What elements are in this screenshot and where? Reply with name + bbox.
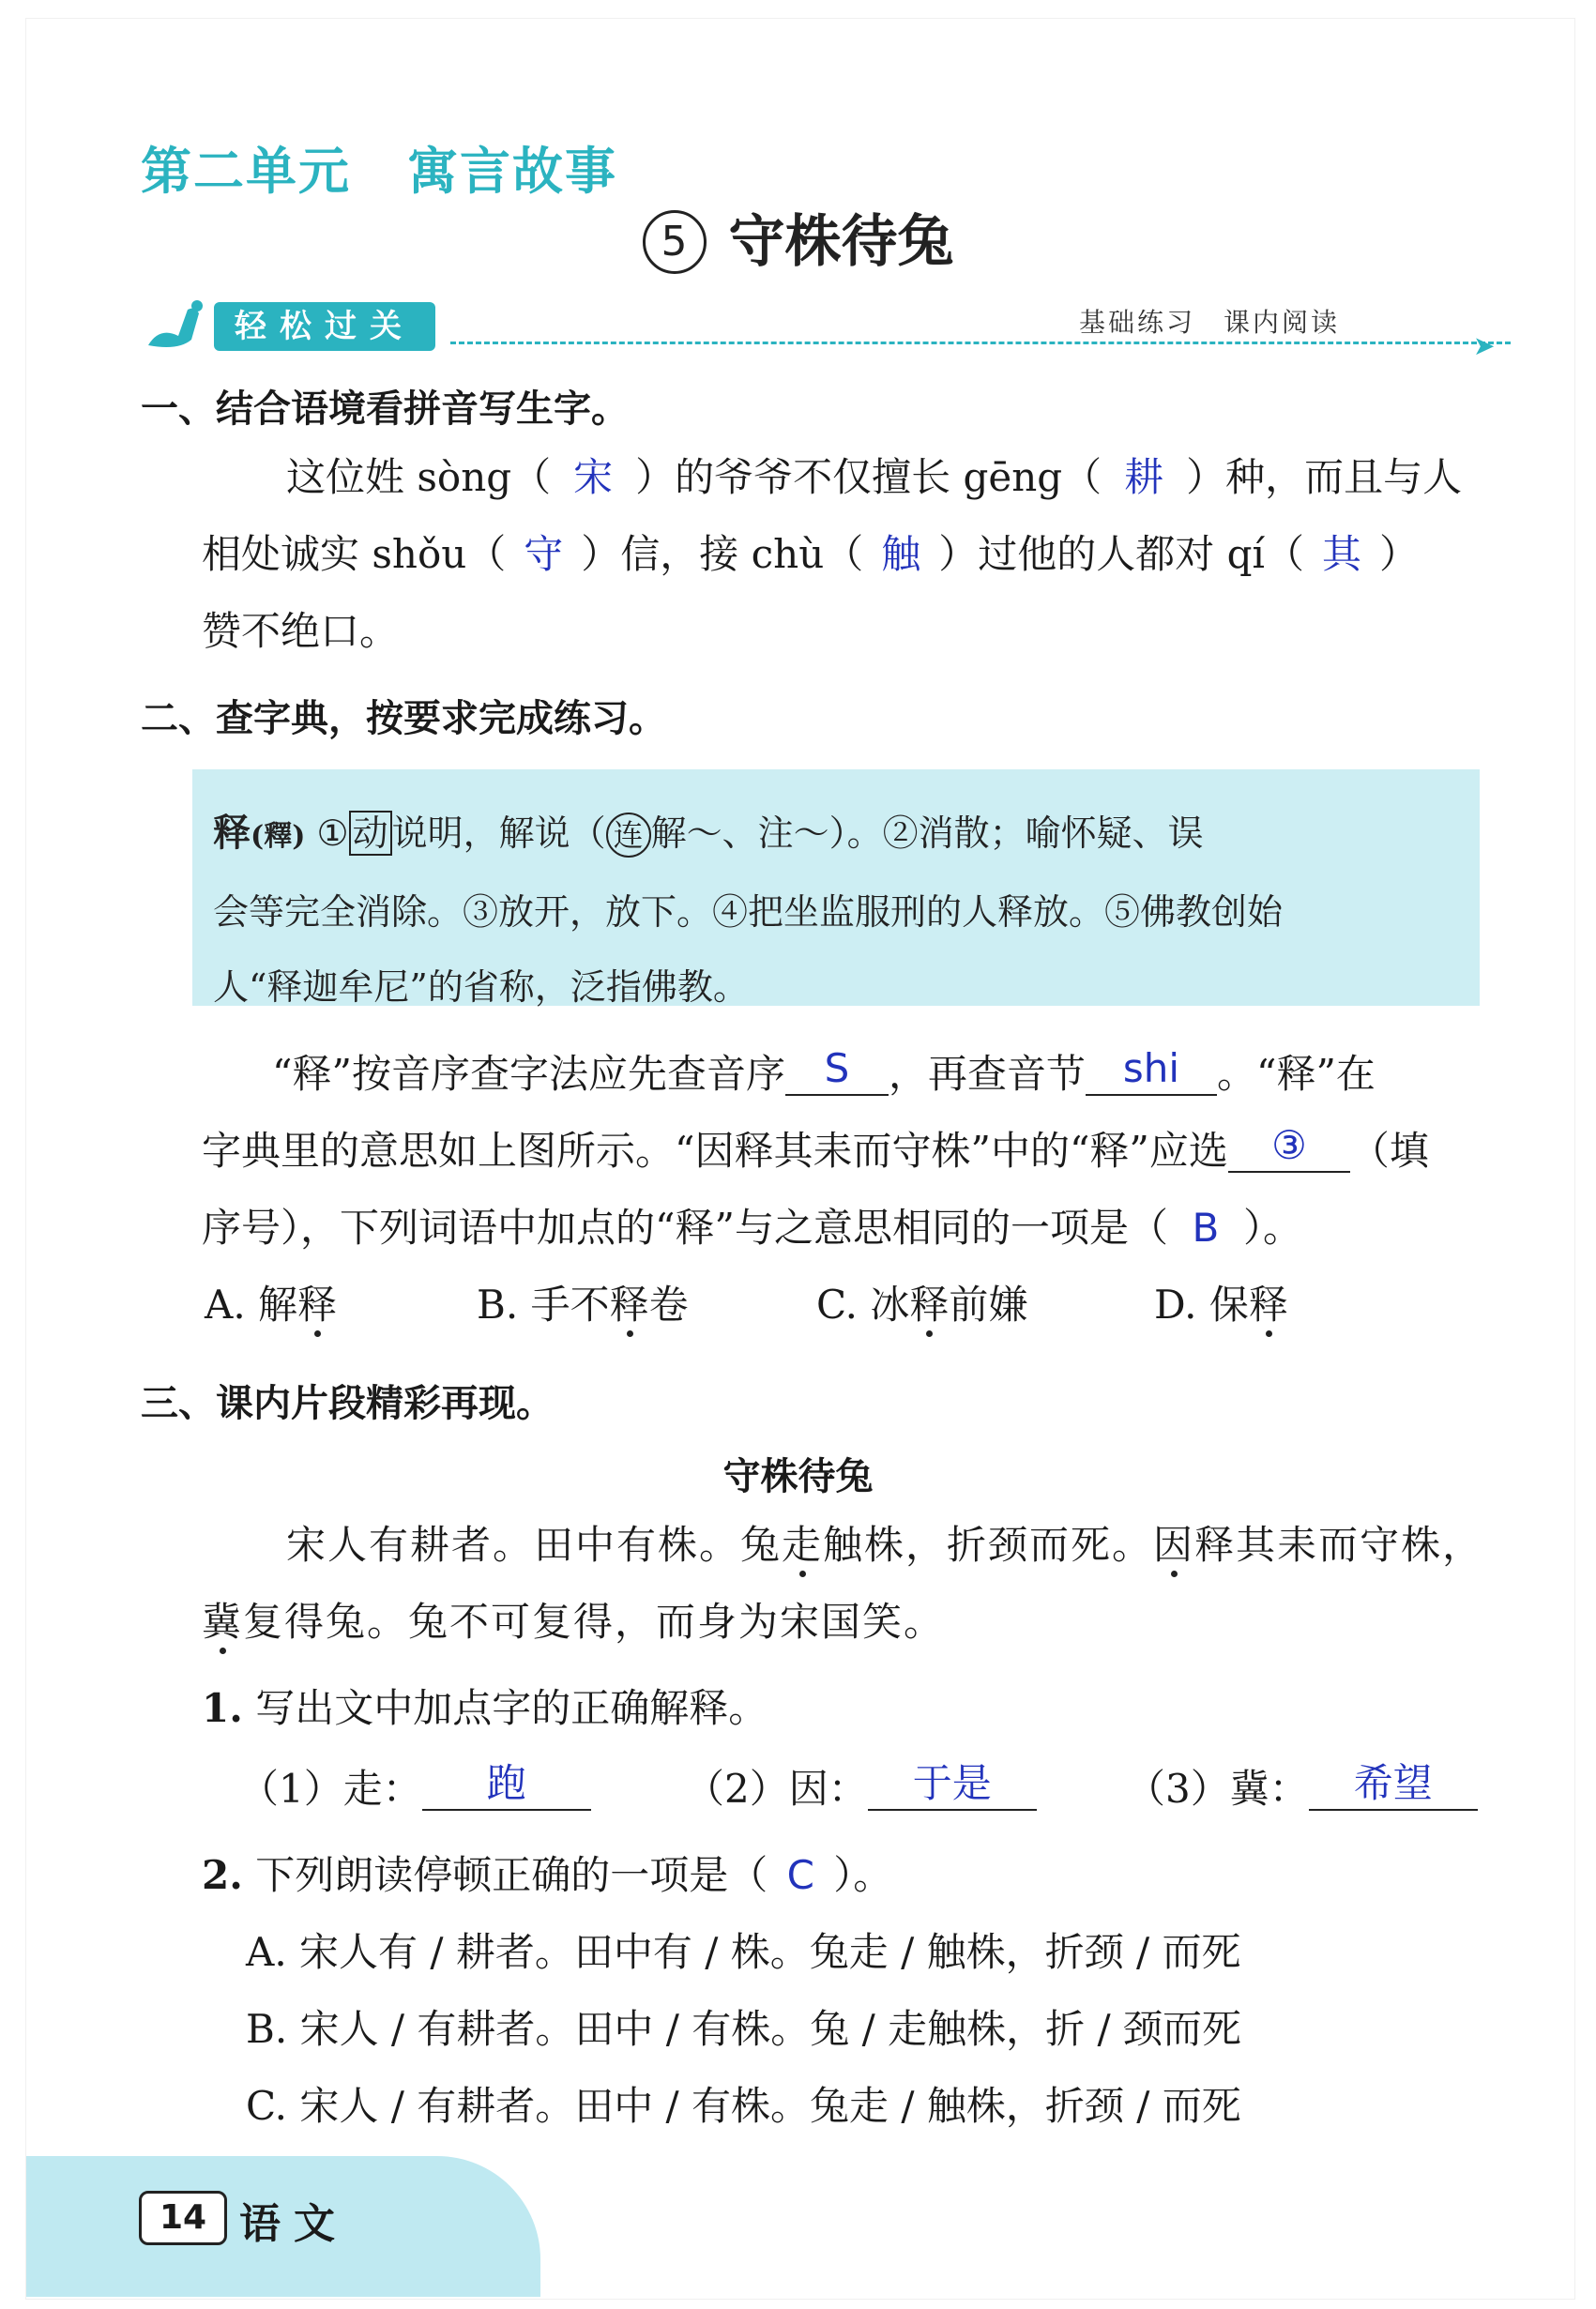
s2-text: ）。	[1242, 1205, 1302, 1251]
s2-text: 。“释”在	[1216, 1051, 1376, 1097]
s1-line2	[202, 531, 1419, 577]
blank-yinxu	[785, 1045, 889, 1096]
s1-line3: 赞不绝口。	[202, 608, 400, 654]
q2-text: 下列朗读停顿正确的一项是（	[255, 1852, 768, 1898]
dict-d2: 解～、注～）。②消散；喻怀疑、误	[650, 813, 1204, 854]
q2-option-c: C. 宋人 / 有耕者。田中 / 有株。兔走 / 触株，折颈 / 而死	[246, 2083, 1241, 2129]
answer-chu: 触	[881, 531, 921, 577]
s2-option-a	[205, 1282, 338, 1328]
q1-label: （1）走：	[239, 1766, 422, 1812]
passage-dotted: 冀	[202, 1599, 244, 1645]
answer-shi: shi	[1122, 1045, 1180, 1091]
opt-text: C. 冰	[816, 1282, 910, 1328]
banner-tags	[1079, 302, 1340, 340]
q2-option-a: A. 宋人有 / 耕者。田中有 / 株。兔走 / 触株，折颈 / 而死	[246, 1929, 1241, 1975]
s1-text: 这位姓 sòng（	[286, 454, 552, 500]
dict-n1: ①	[316, 813, 349, 854]
answer-s: S	[824, 1045, 850, 1091]
blank-meaning	[1228, 1122, 1350, 1173]
dict-pos: 动	[349, 811, 392, 856]
q1-label: （3）冀：	[1126, 1766, 1309, 1812]
s2-option-c	[816, 1282, 1028, 1328]
s1-text: ）信，接 chù（	[581, 531, 864, 577]
q2-option-b: B. 宋人 / 有耕者。田中 / 有株。兔 / 走触株，折 / 颈而死	[246, 2006, 1241, 2052]
banner-tag-basic: 基础练习	[1079, 307, 1196, 338]
blank-zou	[422, 1760, 591, 1811]
passage-text: 触株，折颈而死。	[823, 1522, 1154, 1568]
opt-text: 卷	[648, 1282, 689, 1328]
q1-item-2	[685, 1760, 1037, 1812]
answer-song: 宋	[573, 454, 614, 500]
banner-divider	[450, 342, 1511, 344]
q1-text: 写出文中加点字的正确解释。	[255, 1685, 768, 1731]
passage-text: 释其耒而守株，	[1194, 1522, 1484, 1568]
section2-title: 二、查字典，按要求完成练习。	[141, 697, 666, 740]
s2-text: 字典里的意思如上图所示。“因释其耒而守株”中的“释”应选	[202, 1128, 1228, 1174]
opt-dotted: 释	[909, 1282, 950, 1328]
answer-shou: 守	[524, 531, 564, 577]
unit-heading	[141, 131, 617, 204]
page-number: 14	[139, 2191, 227, 2245]
opt-text: 前嫌	[949, 1282, 1028, 1328]
lesson-number: 5	[643, 210, 707, 274]
banner-tag-reading: 课内阅读	[1224, 307, 1341, 338]
answer-c: C	[786, 1852, 814, 1898]
q1-item-1	[239, 1760, 591, 1812]
q2-prompt	[202, 1852, 893, 1898]
section1-title: 一、结合语境看拼音写生字。	[141, 387, 629, 431]
opt-text: A. 解	[205, 1282, 298, 1328]
s1-text: ）种，而且与人	[1186, 454, 1463, 500]
s2-text: 序号），下列词语中加点的“释”与之意思相同的一项是（	[202, 1205, 1168, 1251]
s2-option-d	[1154, 1282, 1288, 1328]
s2-text: （填	[1349, 1128, 1429, 1174]
answer-3: ③	[1271, 1122, 1307, 1168]
answer-geng: 耕	[1124, 454, 1164, 500]
s1-text: 相处诚实 shǒu（	[202, 531, 507, 577]
dict-line2: 会等完全消除。③放开，放下。④把坐监服刑的人释放。⑤佛教创始	[213, 891, 1284, 933]
s2-line1	[272, 1045, 1376, 1097]
answer-pao: 跑	[486, 1760, 526, 1806]
dict-d1: 说明，解说（	[391, 813, 606, 854]
dictionary-entry	[192, 769, 1480, 1006]
passage-dotted: 走	[782, 1522, 824, 1568]
q1-number: 1.	[202, 1685, 243, 1731]
dict-lian: 连	[606, 813, 651, 858]
unit-label: 第二单元	[141, 141, 351, 201]
q1-prompt	[202, 1685, 768, 1731]
arrow-end-icon: ➤	[1473, 330, 1496, 361]
lesson-title	[0, 197, 1596, 278]
opt-dotted: 释	[1248, 1282, 1288, 1328]
runner-icon	[141, 298, 206, 355]
s1-text: ）过他的人都对 qí（	[938, 531, 1304, 577]
blank-yinjie	[1086, 1045, 1217, 1096]
s2-text: “释”按音序查字法应先查音序	[272, 1051, 785, 1097]
s2-line2	[202, 1122, 1429, 1174]
answer-b: B	[1192, 1205, 1220, 1251]
opt-text: B. 手不	[477, 1282, 610, 1328]
dict-head: 释	[213, 811, 251, 855]
answer-yushi: 于是	[912, 1760, 992, 1806]
s1-text: ）	[1378, 531, 1419, 577]
unit-theme: 寓言故事	[407, 141, 617, 201]
opt-dotted: 释	[297, 1282, 338, 1328]
section3-title: 三、课内片段精彩再现。	[141, 1382, 554, 1425]
passage-line2	[202, 1599, 946, 1645]
s1-text: ）的爷爷不仅擅长 gēng（	[635, 454, 1102, 500]
dict-line1	[213, 796, 1459, 874]
opt-text: D. 保	[1154, 1282, 1249, 1328]
banner-label: 轻松过关	[214, 302, 435, 351]
answer-xiwang: 希望	[1353, 1760, 1433, 1806]
passage-dotted: 因	[1153, 1522, 1195, 1568]
q2-number: 2.	[202, 1852, 243, 1898]
opt-dotted: 释	[609, 1282, 649, 1328]
answer-qi: 其	[1321, 531, 1361, 577]
q1-item-3	[1126, 1760, 1478, 1812]
passage-title: 守株待兔	[722, 1455, 874, 1498]
subject-label: 语文	[239, 2200, 348, 2248]
s2-line3	[202, 1205, 1302, 1251]
s2-text: ，再查音节	[888, 1051, 1086, 1097]
s2-option-b	[477, 1282, 689, 1328]
lesson-title-text: 守株待兔	[728, 209, 954, 275]
dict-trad: (釋)	[251, 820, 306, 853]
q1-label: （2）因：	[685, 1766, 868, 1812]
blank-yin	[868, 1760, 1037, 1811]
passage-line1	[286, 1522, 1484, 1568]
s1-line1	[286, 454, 1463, 500]
q2-text: ）。	[833, 1852, 893, 1898]
passage-text: 宋人有耕者。田中有株。兔	[286, 1522, 783, 1568]
dict-line3: 人“释迦牟尼”的省称，泛指佛教。	[213, 966, 749, 1008]
passage-text: 复得兔。兔不可复得，而身为宋国笑。	[243, 1599, 946, 1645]
blank-ji	[1309, 1760, 1478, 1811]
